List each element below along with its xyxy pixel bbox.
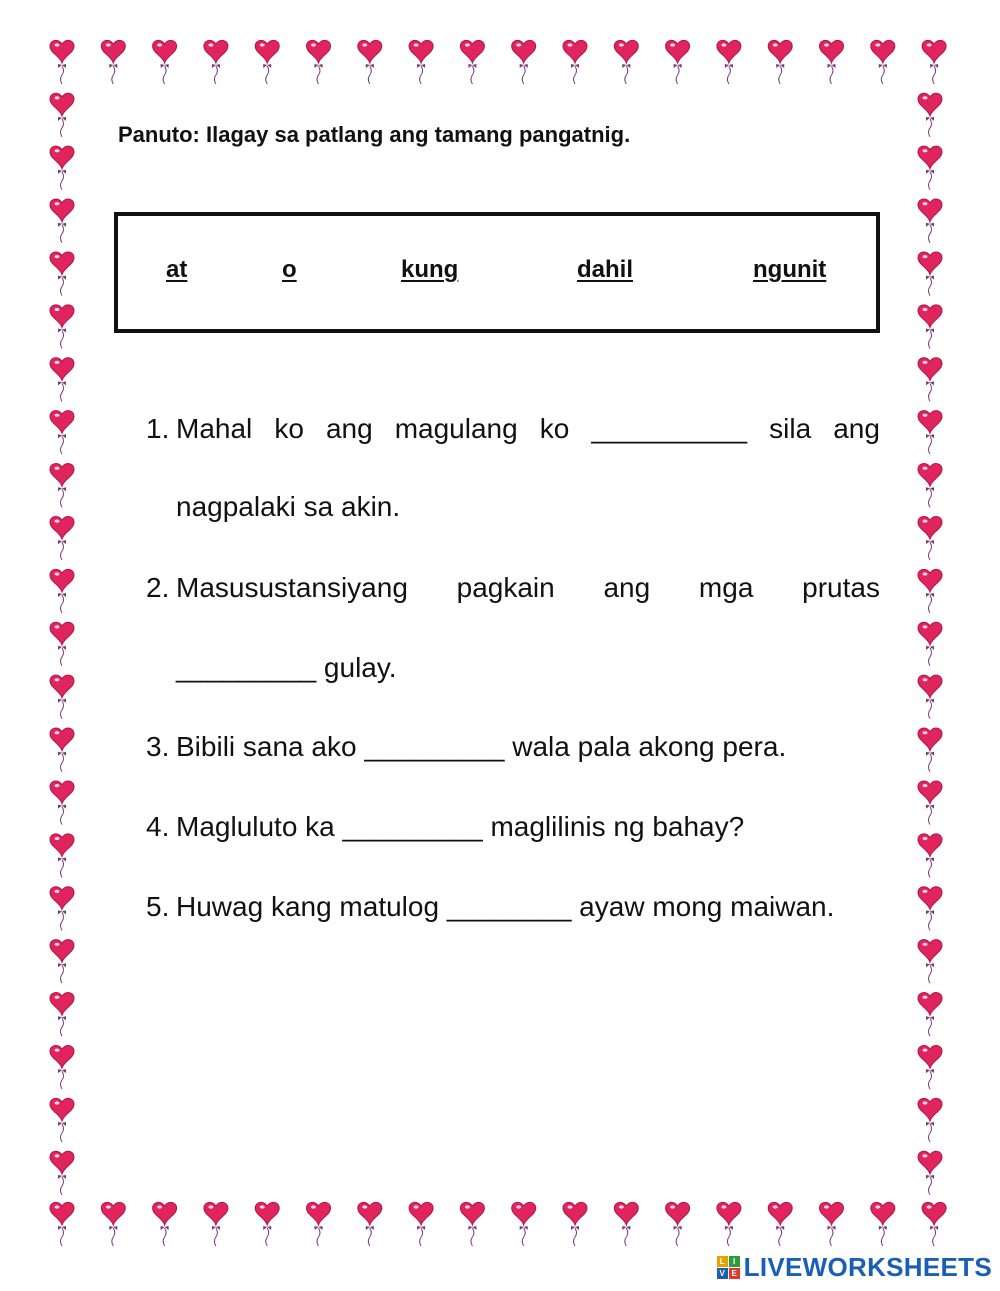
- heart-balloon-icon: [409, 40, 433, 84]
- word-bank-box: [114, 212, 880, 333]
- heart-balloon-icon: [666, 40, 690, 84]
- heart-balloon-icon: [50, 305, 74, 349]
- heart-balloon-icon: [153, 1202, 177, 1246]
- question-text-line: Huwag kang matulog ________ ayaw mong maiwan.: [176, 891, 835, 922]
- heart-balloon-icon: [717, 40, 741, 84]
- heart-balloon-icon: [918, 887, 942, 931]
- heart-balloon-icon: [50, 1045, 74, 1089]
- question-1: [146, 412, 880, 532]
- heart-balloon-icon: [820, 1202, 844, 1246]
- heart-balloon-icon: [50, 93, 74, 137]
- heart-balloon-icon: [50, 1202, 74, 1246]
- heart-balloon-icon: [460, 1202, 484, 1246]
- question-number: 3.: [146, 731, 170, 762]
- heart-balloon-icon: [307, 40, 331, 84]
- heart-balloon-icon: [50, 940, 74, 984]
- question-text-line: Bibili sana ako _________ wala pala akong pera.: [176, 731, 787, 762]
- heart-balloon-icon: [614, 40, 638, 84]
- heart-balloon-icon: [358, 40, 382, 84]
- question-number: 4.: [146, 811, 170, 842]
- heart-balloon-icon: [918, 675, 942, 719]
- heart-balloon-icon: [918, 1151, 942, 1195]
- heart-balloon-icon: [50, 199, 74, 243]
- question-text-line: Magluluto ka _________ maglilinis ng bahay?: [176, 811, 745, 842]
- question-2: [146, 571, 880, 691]
- heart-balloon-icon: [918, 146, 942, 190]
- heart-balloon-icon: [614, 1202, 638, 1246]
- question-text-line: _________ gulay.: [176, 652, 397, 683]
- question-4: [146, 810, 880, 850]
- heart-balloon-icon: [918, 1045, 942, 1089]
- word-bank-item: kung: [401, 256, 459, 283]
- question-text-line: Masusustansiyang pagkain ang mga prutas: [176, 572, 880, 603]
- question-text-line: nagpalaki sa akin.: [176, 491, 401, 522]
- heart-balloon-icon: [50, 781, 74, 825]
- heart-balloon-icon: [204, 40, 228, 84]
- heart-balloon-icon: [918, 411, 942, 455]
- liveworksheets-logo-icon: L I V E: [717, 1256, 740, 1279]
- heart-balloon-icon: [918, 93, 942, 137]
- instruction-heading: Panuto: Ilagay sa patlang ang tamang pangatnig.: [118, 122, 631, 147]
- answer-blank[interactable]: __________: [591, 413, 748, 444]
- heart-balloon-icon: [871, 1202, 895, 1246]
- question-number: 2.: [146, 572, 170, 603]
- heart-balloon-icon: [460, 40, 484, 84]
- heart-balloon-icon: [768, 1202, 792, 1246]
- heart-balloon-icon: [255, 1202, 279, 1246]
- heart-balloon-icon: [918, 781, 942, 825]
- heart-balloon-icon: [409, 1202, 433, 1246]
- question-3: [146, 730, 880, 770]
- heart-balloon-icon: [50, 146, 74, 190]
- heart-balloon-icon: [918, 940, 942, 984]
- heart-balloon-icon: [50, 1151, 74, 1195]
- question-text-line: Mahal ko ang magulang ko __________ sila ang: [176, 413, 880, 444]
- heart-balloon-icon: [666, 1202, 690, 1246]
- heart-balloon-icon: [918, 464, 942, 508]
- word-bank-item: ngunit: [753, 256, 827, 283]
- heart-balloon-icon: [918, 252, 942, 296]
- heart-balloon-icon: [512, 40, 536, 84]
- heart-balloon-icon: [922, 1202, 946, 1246]
- heart-balloon-icon: [50, 464, 74, 508]
- heart-balloon-icon: [918, 1098, 942, 1142]
- heart-balloon-icon: [820, 40, 844, 84]
- heart-balloon-icon: [512, 1202, 536, 1246]
- heart-balloon-icon: [768, 40, 792, 84]
- heart-balloon-icon: [50, 993, 74, 1037]
- heart-balloon-icon: [918, 622, 942, 666]
- heart-balloon-icon: [50, 622, 74, 666]
- heart-balloon-icon: [922, 40, 946, 84]
- heart-balloon-icon: [50, 887, 74, 931]
- word-bank-item: o: [282, 256, 297, 283]
- heart-balloon-icon: [717, 1202, 741, 1246]
- heart-balloon-icon: [50, 252, 74, 296]
- heart-balloon-icon: [50, 516, 74, 560]
- heart-balloon-icon: [153, 40, 177, 84]
- heart-balloon-icon: [50, 40, 74, 84]
- heart-balloon-icon: [50, 358, 74, 402]
- heart-balloon-icon: [307, 1202, 331, 1246]
- heart-balloon-icon: [50, 834, 74, 878]
- heart-balloon-icon: [918, 305, 942, 349]
- heart-balloon-icon: [255, 40, 279, 84]
- liveworksheets-footer[interactable]: [717, 1252, 992, 1283]
- heart-balloon-icon: [563, 40, 587, 84]
- heart-balloon-icon: [101, 1202, 125, 1246]
- heart-balloon-icon: [918, 199, 942, 243]
- heart-balloon-icon: [50, 675, 74, 719]
- heart-balloon-icon: [101, 40, 125, 84]
- question-number: 5.: [146, 891, 170, 922]
- question-number: 1.: [146, 413, 170, 444]
- heart-balloon-icon: [50, 411, 74, 455]
- heart-balloon-icon: [563, 1202, 587, 1246]
- heart-balloon-icon: [918, 728, 942, 772]
- heart-balloon-icon: [50, 1098, 74, 1142]
- heart-balloon-icon: [918, 569, 942, 613]
- brand-name: LIVEWORKSHEETS: [743, 1252, 992, 1282]
- word-bank-item: dahil: [577, 256, 634, 283]
- heart-balloon-icon: [204, 1202, 228, 1246]
- heart-balloon-icon: [358, 1202, 382, 1246]
- word-bank-item: at: [166, 256, 188, 283]
- heart-balloon-icon: [918, 358, 942, 402]
- heart-balloon-icon: [50, 569, 74, 613]
- question-5: [146, 890, 880, 930]
- heart-balloon-icon: [918, 834, 942, 878]
- heart-balloon-icon: [871, 40, 895, 84]
- heart-balloon-icon: [918, 516, 942, 560]
- heart-balloon-icon: [918, 993, 942, 1037]
- heart-balloon-icon: [50, 728, 74, 772]
